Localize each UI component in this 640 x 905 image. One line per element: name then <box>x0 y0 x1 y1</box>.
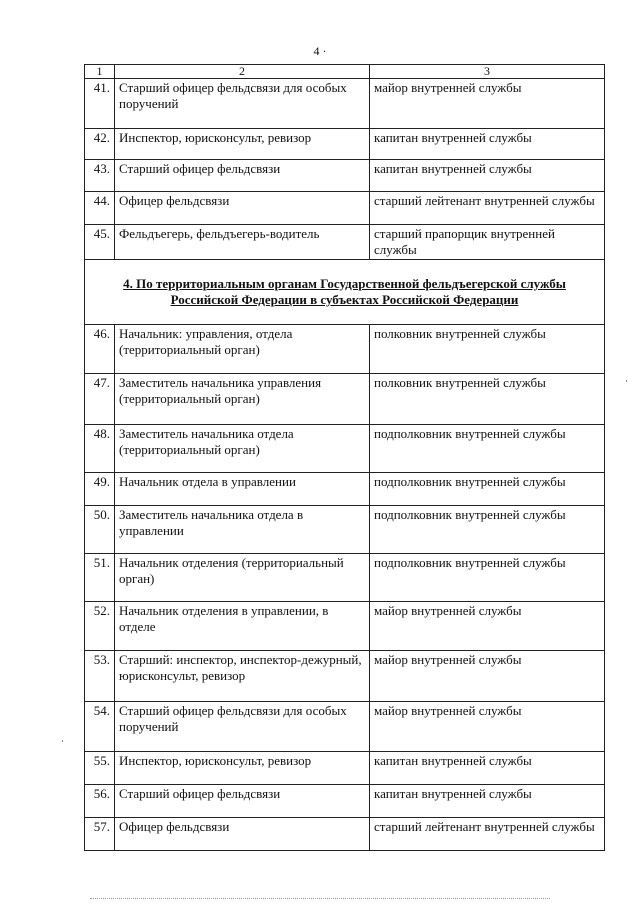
rank-cell: майор внутренней службы <box>370 602 605 651</box>
position-cell: Начальник отделения в управлении, в отделе <box>115 602 370 651</box>
row-number: 50. <box>85 506 115 554</box>
scan-mark <box>626 380 627 382</box>
rank-cell: подполковник внутренней службы <box>370 554 605 602</box>
rank-cell: капитан внутренней службы <box>370 129 605 160</box>
row-number: 57. <box>85 818 115 851</box>
table-header-row <box>85 65 605 79</box>
scan-mark <box>62 740 63 742</box>
row-number: 49. <box>85 473 115 506</box>
row-number: 46. <box>85 325 115 374</box>
rank-cell: майор внутренней службы <box>370 651 605 702</box>
position-cell: Начальник: управления, отдела (территориальный орган) <box>115 325 370 374</box>
position-cell: Заместитель начальника управления (территориальный орган) <box>115 374 370 425</box>
column-header: 2 <box>115 65 370 79</box>
row-number: 53. <box>85 651 115 702</box>
position-cell: Начальник отдела в управлении <box>115 473 370 506</box>
rank-cell: майор внутренней службы <box>370 702 605 752</box>
row-number: 48. <box>85 425 115 473</box>
position-cell: Инспектор, юрисконсульт, ревизор <box>115 752 370 785</box>
rank-cell: подполковник внутренней службы <box>370 506 605 554</box>
position-cell: Старший: инспектор, инспектор-дежурный, юрисконсульт, ревизор <box>115 651 370 702</box>
row-number: 54. <box>85 702 115 752</box>
column-header: 3 <box>370 65 605 79</box>
table-row <box>85 473 605 506</box>
table-row <box>85 160 605 192</box>
table-row <box>85 425 605 473</box>
table-row <box>85 752 605 785</box>
ranks-table <box>84 64 605 851</box>
rank-cell: полковник внутренней службы <box>370 374 605 425</box>
position-cell: Заместитель начальника отдела (территориальный орган) <box>115 425 370 473</box>
row-number: 45. <box>85 225 115 260</box>
table-row <box>85 602 605 651</box>
rank-cell: полковник внутренней службы <box>370 325 605 374</box>
row-number: 52. <box>85 602 115 651</box>
row-number: 47. <box>85 374 115 425</box>
position-cell: Старший офицер фельдсвязи для особых поручений <box>115 702 370 752</box>
rank-cell: капитан внутренней службы <box>370 160 605 192</box>
rank-cell: старший прапорщик внутренней службы <box>370 225 605 260</box>
table-row <box>85 79 605 129</box>
table-row <box>85 325 605 374</box>
table-row <box>85 651 605 702</box>
table-row <box>85 192 605 225</box>
row-number: 41. <box>85 79 115 129</box>
row-number: 43. <box>85 160 115 192</box>
rank-cell: старший лейтенант внутренней службы <box>370 818 605 851</box>
table-row <box>85 225 605 260</box>
row-number: 55. <box>85 752 115 785</box>
table-row <box>85 818 605 851</box>
table-row <box>85 554 605 602</box>
column-header: 1 <box>85 65 115 79</box>
row-number: 56. <box>85 785 115 818</box>
position-cell: Офицер фельдсвязи <box>115 192 370 225</box>
position-cell: Инспектор, юрисконсульт, ревизор <box>115 129 370 160</box>
position-cell: Офицер фельдсвязи <box>115 818 370 851</box>
rank-cell: подполковник внутренней службы <box>370 473 605 506</box>
position-cell: Начальник отделения (территориальный орган) <box>115 554 370 602</box>
position-cell: Фельдъегерь, фельдъегерь-водитель <box>115 225 370 260</box>
table-row <box>85 129 605 160</box>
row-number: 44. <box>85 192 115 225</box>
position-cell: Старший офицер фельдсвязи для особых поручений <box>115 79 370 129</box>
row-number: 42. <box>85 129 115 160</box>
table-row <box>85 506 605 554</box>
rank-cell: старший лейтенант внутренней службы <box>370 192 605 225</box>
section-title: 4. По территориальным органам Государственной фельдъегерской службы Российской Федерации в субъектах Российской Федерации <box>85 260 605 325</box>
rank-cell: капитан внутренней службы <box>370 785 605 818</box>
row-number: 51. <box>85 554 115 602</box>
table-row <box>85 785 605 818</box>
rank-cell: капитан внутренней службы <box>370 752 605 785</box>
table-row <box>85 374 605 425</box>
position-cell: Старший офицер фельдсвязи <box>115 160 370 192</box>
table-row <box>85 702 605 752</box>
position-cell: Заместитель начальника отдела в управлении <box>115 506 370 554</box>
rank-cell: подполковник внутренней службы <box>370 425 605 473</box>
page-number: 4 · <box>313 44 327 58</box>
scan-footer-artifact <box>90 898 550 900</box>
rank-cell: майор внутренней службы <box>370 79 605 129</box>
position-cell: Старший офицер фельдсвязи <box>115 785 370 818</box>
section-heading-row <box>85 260 605 325</box>
